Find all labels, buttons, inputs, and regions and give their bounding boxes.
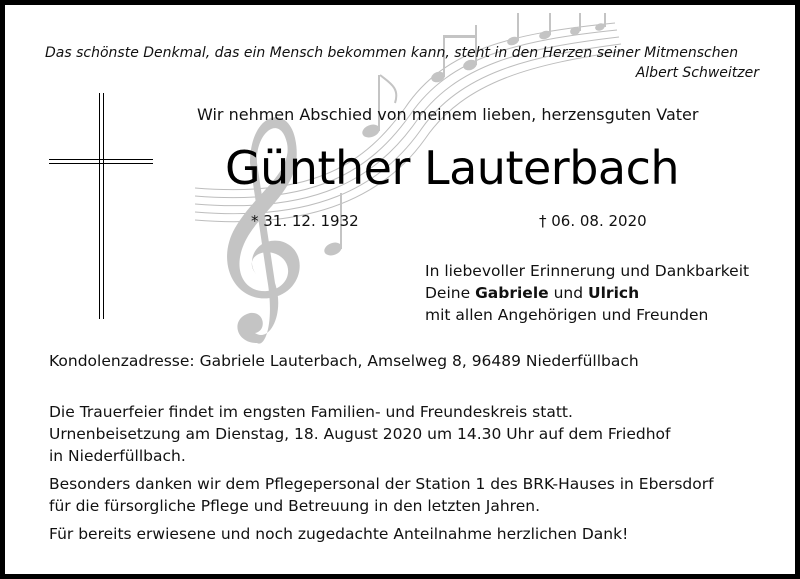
quote-author: Albert Schweitzer	[635, 65, 759, 81]
funeral-line-1: Die Trauerfeier findet im engsten Familien- und Freundeskreis statt.	[49, 403, 573, 421]
quote-block	[45, 43, 759, 83]
funeral-paragraph	[49, 401, 769, 467]
condolence-address: Kondolenzadresse: Gabriele Lauterbach, Amselweg 8, 96489 Niederfüllbach	[49, 352, 639, 370]
mourners-block	[425, 260, 749, 326]
notice-paragraphs	[49, 401, 769, 551]
relatives-line: mit allen Angehörigen und Freunden	[425, 306, 709, 324]
mourner-name-2: Ulrich	[588, 284, 640, 302]
mourner-name-1: Gabriele	[475, 284, 549, 302]
gratitude-line-2: für die fürsorgliche Pflege und Betreuung in den letzten Jahren.	[49, 497, 540, 515]
gratitude-paragraph	[49, 473, 769, 517]
funeral-line-2: Urnenbeisetzung am Dienstag, 18. August 2020 um 14.30 Uhr auf dem Friedhof	[49, 425, 671, 443]
gratitude-line-1: Besonders danken wir dem Pflegepersonal der Station 1 des BRK-Hauses in Ebersdorf	[49, 475, 714, 493]
quote-text: Das schönste Denkmal, das ein Mensch bekommen kann, steht in den Herzen seiner Mitmenschen	[45, 45, 739, 61]
birth-date: * 31. 12. 1932	[251, 212, 359, 230]
closing-paragraph: Für bereits erwiesene und noch zugedachte Anteilnahme herzlichen Dank!	[49, 525, 629, 543]
death-date: † 06. 08. 2020	[539, 212, 647, 230]
remembrance-line: In liebevoller Erinnerung und Dankbarkeit	[425, 262, 750, 280]
und-label: und	[553, 284, 584, 302]
deine-label: Deine	[425, 284, 471, 302]
mourners-line	[425, 282, 749, 304]
deceased-name: Günther Lauterbach	[225, 141, 680, 195]
cross-icon	[49, 93, 155, 327]
intro-text: Wir nehmen Abschied von meinem lieben, herzensguten Vater	[197, 105, 699, 124]
funeral-line-3: in Niederfüllbach.	[49, 447, 186, 465]
